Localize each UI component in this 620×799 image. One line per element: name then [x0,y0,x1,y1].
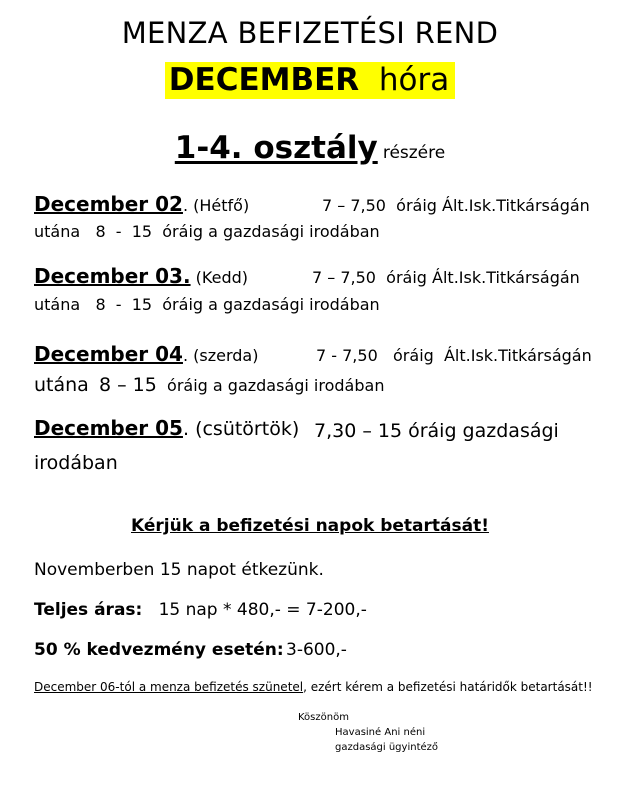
discount-row [34,640,284,660]
after-time: 8 - 15 [95,295,153,314]
full-price-label: Teljes áras: [34,600,143,620]
month-highlight [165,62,455,99]
page-title: MENZA BEFIZETÉSI REND [121,16,499,50]
schedule-time: 7 – 7,50 [322,196,386,215]
schedule-place: Ált.Isk.Titkárságán [443,346,592,365]
discount-value: 3-600,- [286,640,347,660]
signature-thanks: Köszönöm [298,712,349,723]
schedule-time-2 [312,268,580,287]
schedule-date: December 02 [34,192,183,216]
schedule-date-punct: . [182,196,189,215]
schedule-date-punct: . [182,346,189,365]
month-name: DECEMBER [168,62,360,98]
signature-name: Havasiné Ani néni [335,727,426,738]
after-label: utána [34,295,81,314]
schedule-date-punct: . [182,418,190,440]
after-label: utána [34,222,81,241]
signature-role: gazdasági ügyintéző [335,742,439,753]
schedule-day-2 [34,264,248,288]
notice-text: Kérjük a befizetési napok betartását! [131,516,489,536]
schedule-time-1 [322,196,590,215]
schedule-until: óráig [396,196,437,215]
schedule-time: 7 – 7,50 [312,268,376,287]
after-time: 8 - 15 [95,222,153,241]
notice-wrap [0,516,620,536]
schedule-rest-4: 7,30 – 15 óráig gazdasági [314,420,559,442]
days-text: Novemberben 15 napot étkezünk. [34,560,324,580]
schedule-until: óráig [393,346,434,365]
schedule-date: December 03. [34,264,191,288]
grade-heading [0,130,620,166]
schedule-until: óráig [386,268,427,287]
after-place: óráig a gazdasági irodában [162,222,380,241]
schedule-day-1 [34,192,249,216]
after-place: óráig a gazdasági irodában [167,376,385,395]
month-heading [0,62,620,99]
schedule-day-4 [34,416,299,440]
footnote-rest: , ezért kérem a befizetési határidők betartását!! [303,680,593,694]
schedule-time: 7 - 7,50 [316,346,378,365]
full-price-value: 15 nap * 480,- = 7-200,- [158,600,367,620]
schedule-rest-4-line2: irodában [34,452,118,474]
full-price-row [34,600,367,620]
schedule-after-1 [34,222,380,241]
discount-label: 50 % kedvezmény esetén: [34,640,284,660]
schedule-place: Ált.Isk.Titkárságán [442,196,590,215]
schedule-after-2 [34,295,380,314]
schedule-after-3 [34,374,384,396]
schedule-date: December 05 [34,416,183,440]
after-place: óráig a gazdasági irodában [162,295,380,314]
after-time: 8 – 15 [99,374,157,396]
schedule-weekday: (csütörtök) [195,418,300,440]
footnote [34,680,593,694]
grade-suffix: részére [382,143,446,163]
schedule-date: December 04 [34,342,183,366]
after-label: utána [34,374,89,396]
schedule-weekday: (Kedd) [195,268,248,287]
footnote-underlined: December 06-tól a menza befizetés szünetel [34,680,304,694]
month-suffix: hóra [378,62,450,98]
schedule-day-3 [34,342,258,366]
schedule-weekday: (Hétfő) [193,196,250,215]
schedule-weekday: (szerda) [193,346,259,365]
schedule-time-3 [316,346,592,365]
schedule-place: Ált.Isk.Titkárságán [432,268,580,287]
grade-label: 1-4. osztály [174,130,378,166]
